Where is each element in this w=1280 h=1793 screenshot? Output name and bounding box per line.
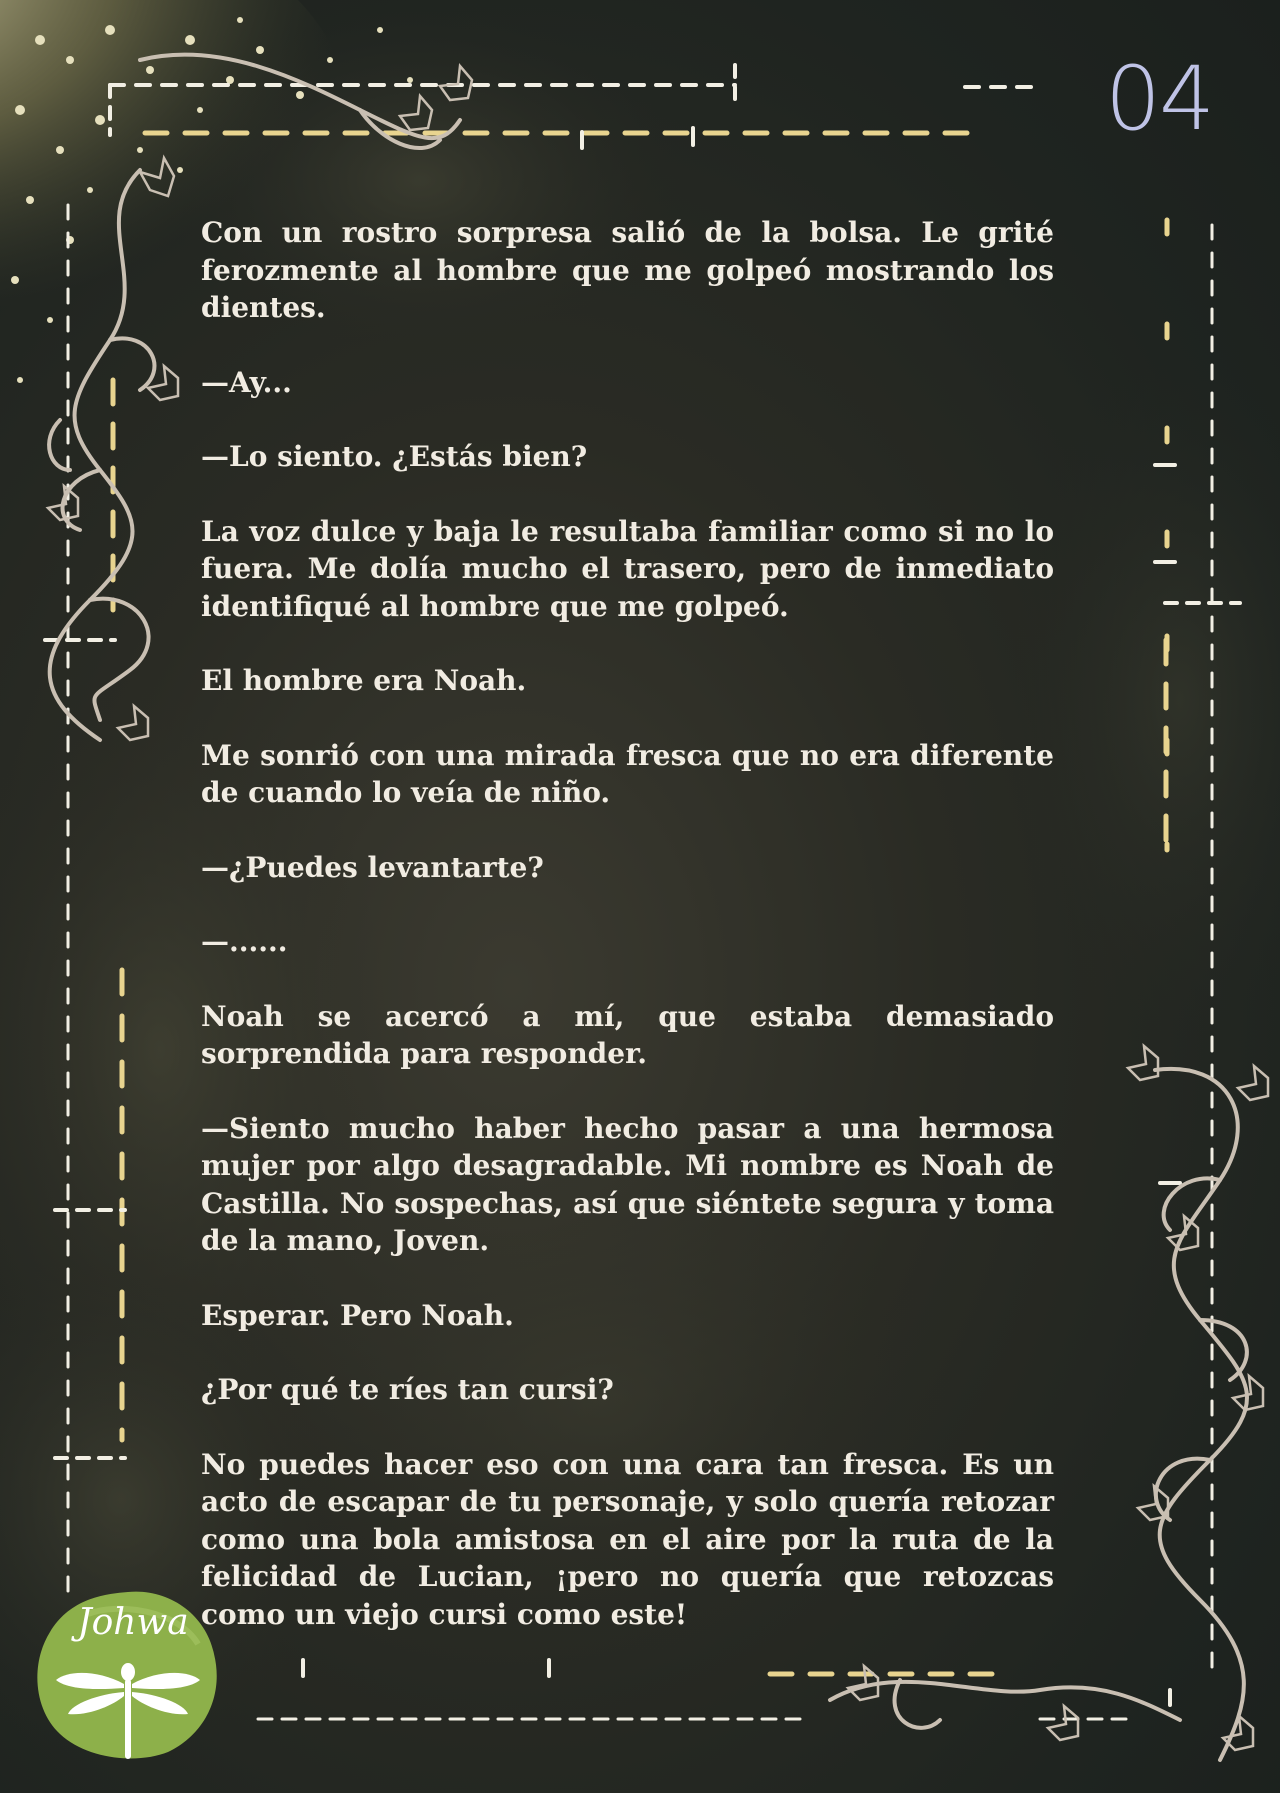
text-body [201, 214, 1054, 1670]
paragraph: —Ay... [201, 365, 292, 399]
paragraph: Me sonrió con una mirada fresca que no era diferente de cuando lo veía de niño. [201, 738, 1054, 809]
paragraph: Con un rostro sorpresa salió de la bolsa. Le grité ferozmente al hombre que me golpeó mostrando los dientes. [201, 216, 1054, 324]
logo-text: Johwa [77, 1602, 189, 1643]
paragraph: Esperar. Pero Noah. [201, 1298, 514, 1332]
paragraph: —¿Puedes levantarte? [201, 850, 544, 884]
paragraph: ¿Por qué te ríes tan cursi? [201, 1373, 614, 1406]
paragraph: El hombre era Noah. [201, 664, 527, 697]
paragraph: —Lo siento. ¿Estás bien? [201, 440, 588, 473]
paragraph: —...... [201, 925, 288, 958]
paragraph: Noah se acercó a mí, que estaba demasiado sorprendida para responder. [201, 999, 1054, 1070]
johwa-logo [28, 1584, 228, 1764]
page-number: 04 [1105, 47, 1213, 150]
paragraph: La voz dulce y baja le resultaba familiar como si no lo fuera. Me dolía mucho el trasero, pero de inmediato identifiqué al hombre que me golpeó. [201, 514, 1054, 623]
paragraph: No puedes hacer eso con una cara tan fresca. Es un acto de escapar de tu personaje, y solo quería retozar como una bola amistosa en el aire por la ruta de la felicidad de Lucian, ¡pero no quería que retozcas como un viejo cursi como este! [201, 1447, 1054, 1631]
paragraph: —Siento mucho haber hecho pasar a una hermosa mujer por algo desagradable. Mi nombre es Noah de Castilla. No sospechas, así que siéntete segura y toma de la mano, Joven. [201, 1111, 1054, 1257]
